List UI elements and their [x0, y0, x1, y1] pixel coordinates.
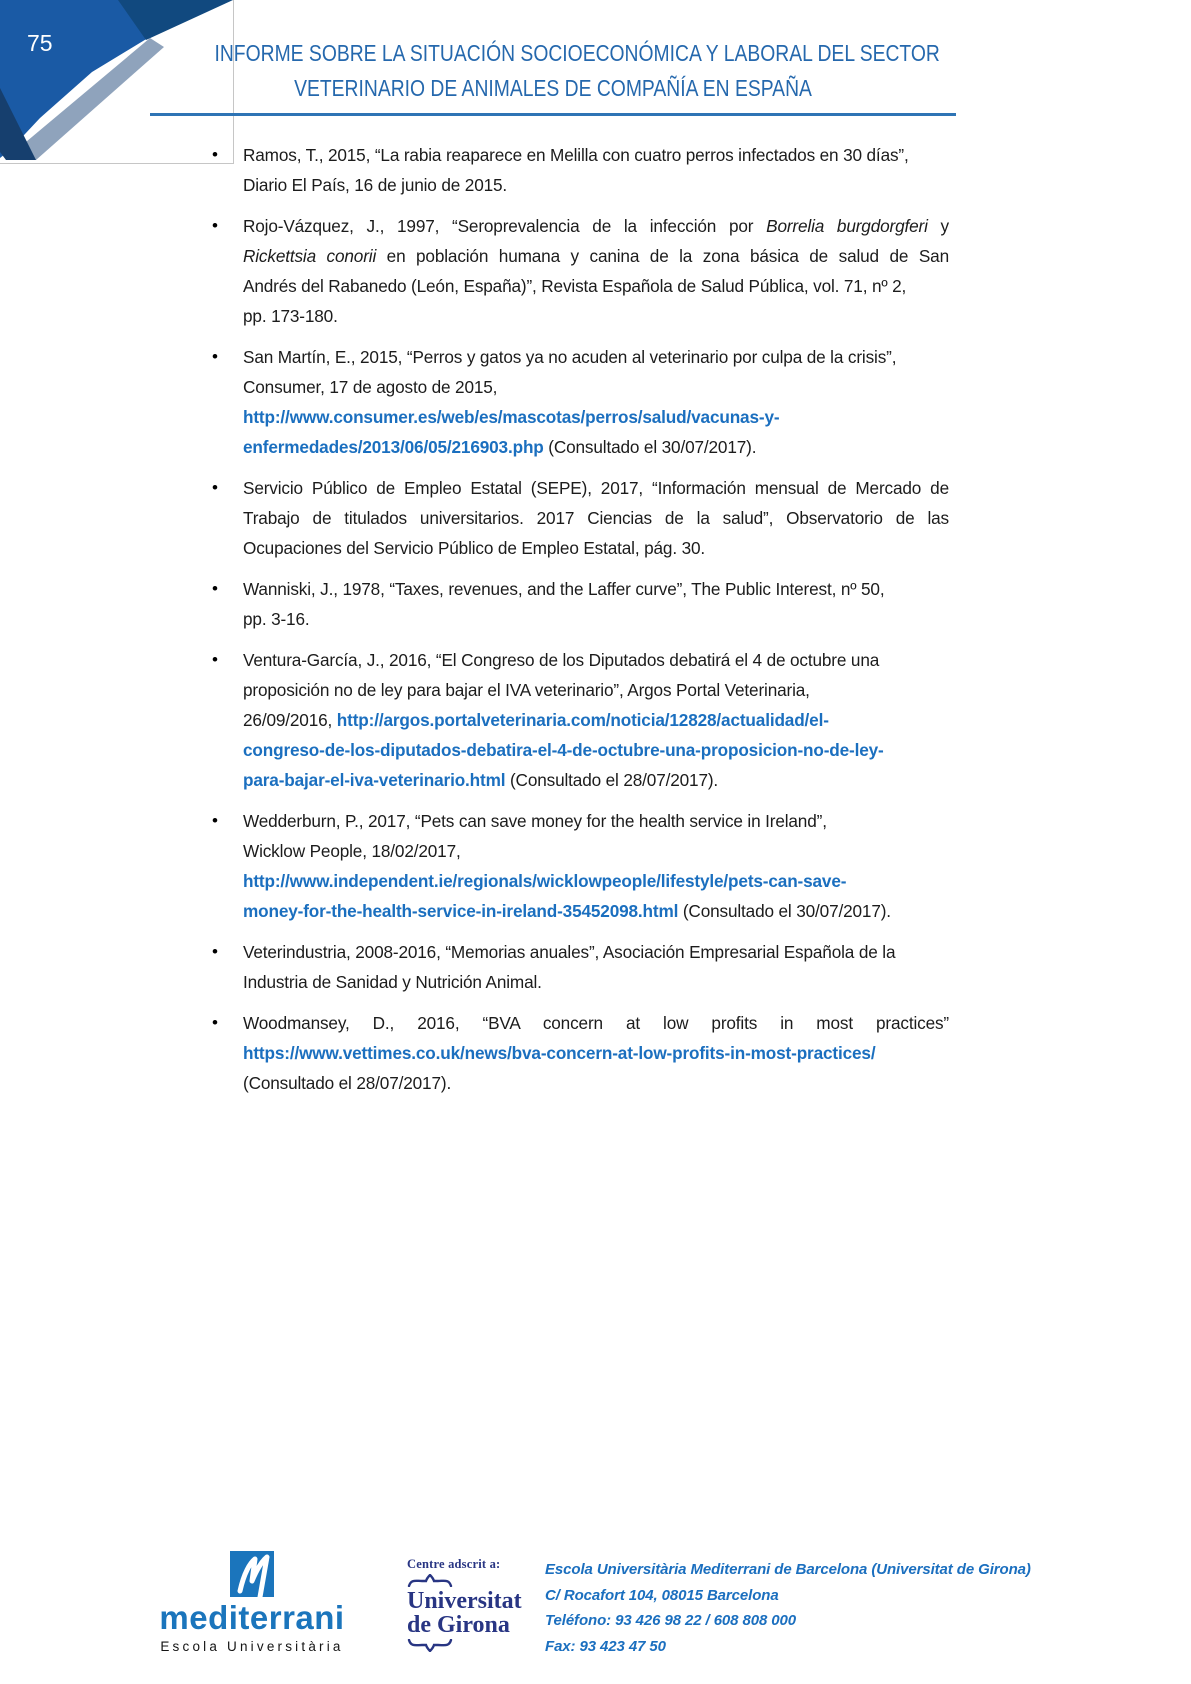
bullet-marker: • [212, 579, 218, 598]
report-header [150, 36, 956, 116]
reference-item [212, 1008, 949, 1098]
reference-item [212, 342, 949, 462]
reference-line [243, 473, 949, 503]
page-number: 75 [27, 30, 53, 56]
reference-text: Wanniski, J., 1978, “Taxes, revenues, and the Laffer curve”, The Public Interest, nº 50, [243, 579, 885, 599]
bullet-marker: • [212, 942, 218, 961]
reference-text: Ramos, T., 2015, “La rabia reaparece en Melilla con cuatro perros infectados en 30 días”, [243, 145, 909, 165]
reference-line [243, 735, 949, 765]
reference-line [243, 342, 949, 372]
references-list [212, 140, 950, 1109]
reference-text: (Consultado el 28/07/2017). [505, 770, 719, 790]
reference-line [243, 432, 949, 462]
contact-address: C/ Rocafort 104, 08015 Barcelona [545, 1586, 779, 1604]
bullet-marker: • [212, 216, 218, 235]
reference-item [212, 473, 949, 563]
reference-text: (Consultado el 30/07/2017). [678, 901, 891, 921]
contact-block [545, 1557, 1031, 1659]
reference-link[interactable]: http://www.consumer.es/web/es/mascotas/perros/salud/vacunas-y- [243, 407, 780, 427]
bullet-marker: • [212, 1013, 218, 1032]
reference-text: (Consultado el 30/07/2017). [543, 437, 757, 457]
reference-line [243, 896, 949, 926]
reference-line [243, 301, 949, 331]
reference-link[interactable]: http://www.independent.ie/regionals/wicklowpeople/lifestyle/pets-can-save- [243, 871, 847, 891]
contact-phone: Teléfono: 93 426 98 22 / 608 808 000 [545, 1612, 797, 1629]
reference-text: Veterindustria, 2008-2016, “Memorias anuales”, Asociación Empresarial Española de la [243, 942, 896, 962]
contact-fax: Fax: 93 423 47 50 [545, 1637, 666, 1655]
reference-item [212, 211, 950, 331]
reference-line [243, 937, 949, 967]
reference-text: Trabajo de titulados universitarios. 2017 Ciencias de la salud”, Observatorio de las [243, 508, 949, 528]
reference-text: Ventura-García, J., 2016, “El Congreso de los Diputados debatirá el 4 de octubre una [243, 650, 880, 670]
reference-text: proposición no de ley para bajar el IVA veterinario”, Argos Portal Veterinaria, [243, 680, 810, 700]
reference-line [243, 241, 949, 271]
reference-text: en población humana y canina de la zona básica de salud de San [376, 246, 949, 266]
udg-caption: Centre adscrit a: [407, 1557, 501, 1571]
reference-text-italic: Borrelia burgdorgferi [766, 216, 928, 236]
reference-item [212, 574, 949, 634]
report-title-line2: VETERINARIO DE ANIMALES DE COMPAÑÍA EN ESPAÑA [294, 75, 812, 101]
reference-line [243, 271, 949, 301]
bullet-marker: • [212, 650, 218, 669]
reference-line [243, 645, 949, 675]
contact-school-name: Escola Universitària Mediterrani de Barcelona (Universitat de Girona) [545, 1561, 1031, 1578]
reference-text: San Martín, E., 2015, “Perros y gatos ya no acuden al veterinario por culpa de la crisis”, [243, 347, 897, 367]
mediterrani-m-icon [230, 1551, 274, 1597]
reference-text: Rojo-Vázquez, J., 1997, “Seroprevalencia de la infección por [243, 216, 767, 236]
reference-text: Woodmansey, D., 2016, “BVA concern at low profits in most practices” [243, 1013, 949, 1033]
brace-up-icon [407, 1574, 453, 1587]
reference-text: Consumer, 17 de agosto de 2015, [243, 377, 498, 397]
reference-text: Wedderburn, P., 2017, “Pets can save money for the health service in Ireland”, [243, 811, 827, 831]
reference-link[interactable]: https://www.vettimes.co.uk/news/bva-concern-at-low-profits-in-most-practices/ [243, 1043, 876, 1063]
reference-line [243, 604, 949, 634]
report-title-line1: INFORME SOBRE LA SITUACIÓN SOCIOECONÓMICA Y LABORAL DEL SECTOR [214, 40, 940, 66]
reference-link[interactable]: money-for-the-health-service-in-ireland-35452098.html [243, 901, 679, 921]
mediterrani-logo-mark [230, 1551, 274, 1597]
reference-line [243, 866, 949, 896]
reference-text: Servicio Público de Empleo Estatal (SEPE), 2017, “Información mensual de Mercado de [243, 478, 949, 498]
reference-line [243, 1068, 949, 1098]
reference-line [243, 675, 949, 705]
reference-line [243, 211, 949, 241]
reference-line [243, 836, 949, 866]
reference-line [243, 765, 949, 795]
mediterrani-wordmark: mediterrani [159, 1599, 345, 1636]
reference-text: pp. 3-16. [243, 609, 310, 629]
reference-text: Ocupaciones del Servicio Público de Empleo Estatal, pág. 30. [243, 538, 706, 558]
header-divider-rule [150, 113, 956, 116]
bullet-marker: • [212, 478, 218, 497]
reference-line [243, 1008, 949, 1038]
reference-line [243, 533, 949, 563]
reference-item [212, 140, 949, 200]
bullet-marker: • [212, 145, 218, 164]
reference-line [243, 574, 949, 604]
mediterrani-subtitle: Escola Universitària [160, 1639, 344, 1654]
reference-link[interactable]: http://argos.portalveterinaria.com/noticia/12828/actualidad/el- [336, 710, 829, 730]
reference-line [243, 503, 949, 533]
bullet-marker: • [212, 811, 218, 830]
reference-line [243, 967, 949, 997]
reference-line [243, 140, 949, 170]
reference-item [212, 806, 949, 926]
brace-down-icon [407, 1639, 453, 1652]
udg-name-line1: Universitat [407, 1588, 522, 1614]
reference-line [243, 1038, 949, 1068]
reference-text: (Consultado el 28/07/2017). [243, 1073, 452, 1093]
reference-item [212, 937, 949, 997]
reference-line [243, 806, 949, 836]
udg-logo [407, 1557, 522, 1654]
reference-line [243, 170, 949, 200]
reference-text: Wicklow People, 18/02/2017, [243, 841, 461, 861]
reference-item [212, 645, 949, 795]
reference-text: y [927, 216, 950, 236]
udg-name-line2: de Girona [407, 1612, 510, 1638]
mediterrani-logo [148, 1551, 356, 1654]
reference-link[interactable]: enfermedades/2013/06/05/216903.php [243, 437, 544, 457]
reference-text: Diario El País, 16 de junio de 2015. [243, 175, 508, 195]
reference-text: Andrés del Rabanedo (León, España)”, Revista Española de Salud Pública, vol. 71, nº 2, [243, 276, 907, 296]
reference-text: Industria de Sanidad y Nutrición Animal. [243, 972, 542, 992]
reference-link[interactable]: para-bajar-el-iva-veterinario.html [243, 770, 506, 790]
reference-line [243, 705, 949, 735]
reference-text: 26/09/2016, [243, 710, 337, 730]
reference-link[interactable]: congreso-de-los-diputados-debatira-el-4-de-octubre-una-proposicion-no-de-ley- [243, 740, 884, 760]
reference-text-italic: Rickettsia conorii [243, 246, 377, 266]
reference-line [243, 372, 949, 402]
bullet-marker: • [212, 347, 218, 366]
reference-line [243, 402, 949, 432]
reference-text: pp. 173-180. [243, 306, 338, 326]
